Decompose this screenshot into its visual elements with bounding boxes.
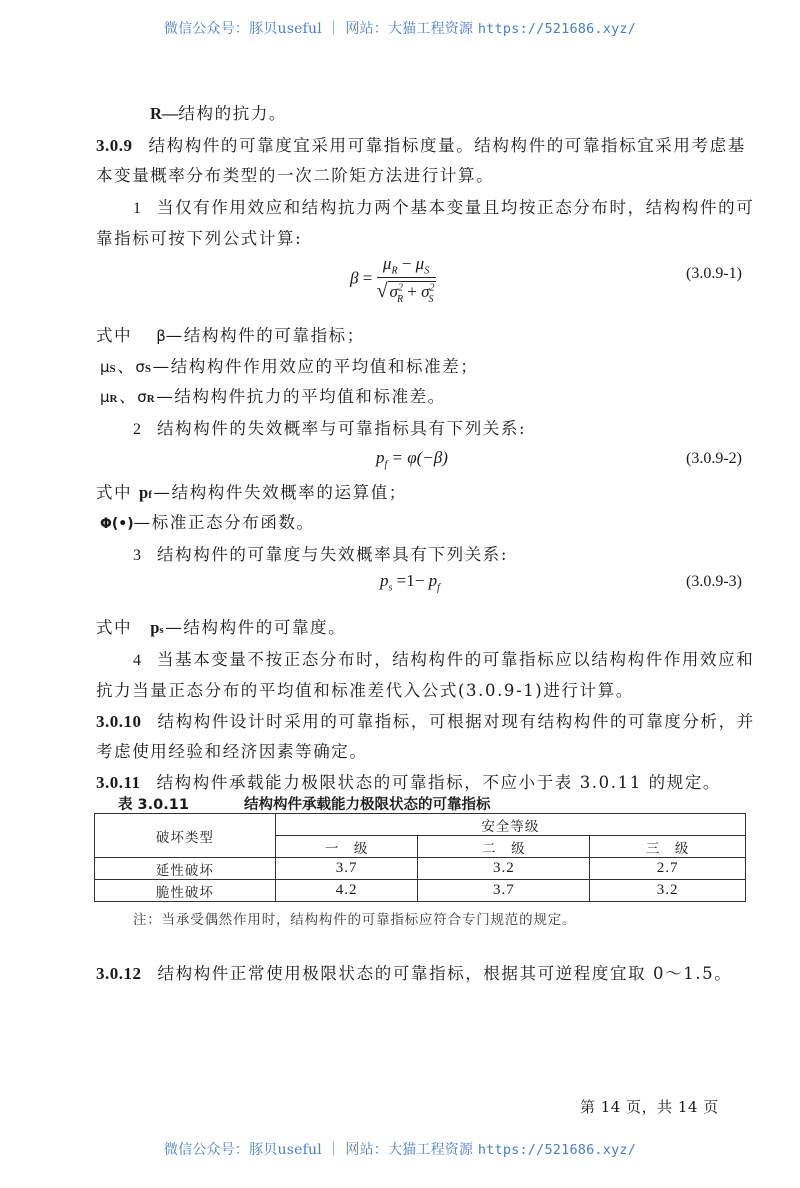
item-2 xyxy=(133,415,526,439)
sigma-symbol: σ xyxy=(135,358,145,376)
clause-3-0-9-line1 xyxy=(96,132,746,156)
clause-text: 结构构件设计时采用的可靠指标，可根据对现有结构构件的可靠度分析，并 xyxy=(157,712,755,731)
table-header-row xyxy=(95,814,746,836)
clause-3-0-9-line2: 本变量概率分布类型的一次二阶矩方法进行计算。 xyxy=(96,166,495,185)
sub-s: S xyxy=(424,265,430,277)
header-grade-3: 三 级 xyxy=(590,836,746,858)
mu-symbol: μ xyxy=(100,388,110,406)
sub-r: R xyxy=(109,393,120,405)
beta-text: —结构构件的可靠指标； xyxy=(165,326,365,345)
sub-f: f xyxy=(148,489,154,501)
clause-3-0-10-line2: 考虑使用经验和经济因素等确定。 xyxy=(96,742,368,761)
clause-number: 3.0.12 xyxy=(96,964,142,983)
sub-r: R xyxy=(146,393,157,405)
table-title: 结构构件承载能力极限状态的可靠指标 xyxy=(244,797,491,813)
header-safety-class: 安全等级 xyxy=(275,814,745,836)
item-number: 2 xyxy=(133,421,141,438)
clause-3-0-10-line1 xyxy=(96,708,755,732)
clause-number: 3.0.10 xyxy=(96,712,142,731)
rhs: = φ(−β) xyxy=(387,448,448,467)
sub-s: S xyxy=(144,363,153,375)
sub-s: S xyxy=(109,363,118,375)
denominator xyxy=(377,278,436,304)
minus: − xyxy=(397,254,416,273)
pf-text: —结构构件失效概率的运算值； xyxy=(153,483,407,502)
sigma-symbol: σ xyxy=(137,388,147,406)
item-1-line2: 靠指标可按下列公式计算: xyxy=(96,229,303,248)
mu-s: μ xyxy=(415,254,425,273)
item-number: 3 xyxy=(133,547,141,564)
sub-r: R xyxy=(396,293,404,305)
p-symbol: p xyxy=(139,483,149,502)
where-prefix: 式中 xyxy=(96,326,133,345)
beta-symbol: β xyxy=(156,327,166,345)
sub-f: f xyxy=(384,459,388,471)
cell-value: 3.2 xyxy=(590,880,746,902)
plus: + xyxy=(403,282,422,302)
where-phi xyxy=(100,509,315,533)
sqrt-icon: √ xyxy=(376,280,388,303)
equals-sign: = xyxy=(362,268,373,288)
sub-r: R xyxy=(391,265,398,277)
header-grade-1: 一 级 xyxy=(275,836,418,858)
equation-3-0-9-2 xyxy=(376,448,448,470)
cell-value: 3.7 xyxy=(275,858,418,880)
watermark-url: https://521686.xyz/ xyxy=(477,1142,637,1158)
where-prefix: 式中 xyxy=(96,483,140,502)
phi-symbol: Φ(•) xyxy=(100,516,134,532)
clause-text: 结构构件正常使用极限状态的可靠指标，根据其可逆程度宜取 0～1.5。 xyxy=(157,964,733,983)
separator: 、 xyxy=(117,357,136,376)
clause-number: 3.0.9 xyxy=(96,136,133,155)
mu-r: μ xyxy=(382,254,392,273)
watermark-footer xyxy=(0,1139,800,1159)
numerator xyxy=(377,254,436,278)
cell-value: 3.7 xyxy=(418,880,590,902)
where-beta xyxy=(96,322,365,346)
sigma-r: σ xyxy=(389,282,398,302)
sub-s: s xyxy=(388,582,393,594)
cell-value: 2.7 xyxy=(590,858,746,880)
clause-text: 结构构件承载能力极限状态的可靠指标，不应小于表 3.0.11 的规定。 xyxy=(156,773,722,792)
where-ps xyxy=(96,614,346,638)
page-number: 第 14 页，共 14 页 xyxy=(580,1098,719,1116)
equation-3-0-9-1 xyxy=(350,254,436,305)
clause-3-0-12 xyxy=(96,960,732,984)
equation-label-1: (3.0.9-1) xyxy=(686,265,742,282)
reliability-index-table xyxy=(94,813,746,902)
item-text: 当基本变量不按正态分布时，结构构件的可靠指标应以结构构件作用效应和 xyxy=(157,650,755,669)
item-text: 当仅有作用效应和结构抗力两个基本变量且均按正态分布时，结构构件的可 xyxy=(157,198,755,217)
item-text: 结构构件的可靠度与失效概率具有下列关系: xyxy=(157,545,509,564)
watermark-header xyxy=(0,18,800,38)
where-mu-sigma-r xyxy=(100,383,446,407)
where-pf xyxy=(96,479,407,503)
mid: =1− xyxy=(392,571,429,590)
r-definition xyxy=(150,100,287,124)
separator: 、 xyxy=(119,387,138,406)
r-text: 结构的抗力。 xyxy=(178,104,288,123)
item-number: 1 xyxy=(133,200,141,217)
p-symbol: p xyxy=(428,571,438,590)
header-failure-type: 破坏类型 xyxy=(95,814,276,858)
watermark-url: https://521686.xyz/ xyxy=(477,21,637,37)
watermark-text: 微信公众号：豚贝useful ｜ 网站：大猫工程资源 xyxy=(163,1142,478,1158)
beta-symbol: β xyxy=(350,268,359,288)
clause-number: 3.0.11 xyxy=(96,773,141,792)
item-4-line1 xyxy=(133,646,754,670)
table-label: 表 3.0.11 xyxy=(118,797,189,813)
mu-symbol: μ xyxy=(100,358,110,376)
sub-s: s xyxy=(159,624,166,636)
sub-f: f xyxy=(437,582,440,594)
equation-3-0-9-3 xyxy=(380,571,440,593)
equation-label-3: (3.0.9-3) xyxy=(686,573,742,590)
where-mu-sigma-s xyxy=(100,353,478,377)
p-symbol: p xyxy=(380,571,389,590)
row-type: 脆性破坏 xyxy=(95,880,276,902)
where-prefix: 式中 xyxy=(96,618,133,637)
row-type: 延性破坏 xyxy=(95,858,276,880)
ps-text: —结构构件的可靠度。 xyxy=(165,618,347,637)
watermark-text: 微信公众号：豚贝useful ｜ 网站：大猫工程资源 xyxy=(163,21,478,37)
table-note: 注：当承受偶然作用时，结构构件的可靠指标应符合专门规范的规定。 xyxy=(133,912,577,928)
phi-text: —标准正态分布函数。 xyxy=(133,513,315,532)
item-3 xyxy=(133,541,508,565)
dash: — xyxy=(161,104,179,123)
item-number: 4 xyxy=(133,652,141,669)
clause-3-0-11 xyxy=(96,769,721,793)
cell-value: 3.2 xyxy=(418,858,590,880)
item-1-line1 xyxy=(133,194,754,218)
clause-text: 结构构件的可靠度宜采用可靠指标度量。结构构件的可靠指标宜采用考虑基 xyxy=(148,136,746,155)
equation-label-2: (3.0.9-2) xyxy=(686,450,742,467)
r-text: —结构构件抗力的平均值和标准差。 xyxy=(156,387,446,406)
header-grade-2: 二 级 xyxy=(418,836,590,858)
table-row xyxy=(95,880,746,902)
table-row xyxy=(95,858,746,880)
s-text: —结构构件作用效应的平均值和标准差； xyxy=(152,357,479,376)
p-symbol: p xyxy=(376,448,385,467)
sub-s: S xyxy=(428,293,434,305)
r-symbol: R xyxy=(150,104,162,123)
sigma-s: σ xyxy=(421,282,430,302)
item-text: 结构构件的失效概率与可靠指标具有下列关系: xyxy=(157,419,527,438)
fraction xyxy=(377,254,436,305)
p-symbol: p xyxy=(150,618,160,637)
cell-value: 4.2 xyxy=(275,880,418,902)
radicand xyxy=(388,281,436,304)
item-4-line2: 抗力当量正态分布的平均值和标准差代入公式(3.0.9-1)进行计算。 xyxy=(96,681,634,700)
sq: 2 xyxy=(429,282,435,294)
sq: 2 xyxy=(397,282,403,294)
